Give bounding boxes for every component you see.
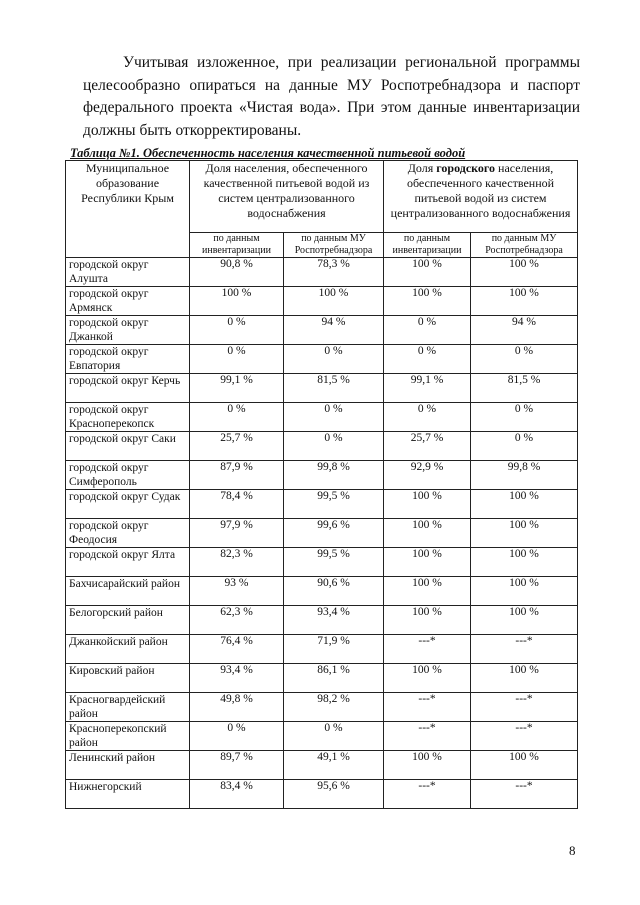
- population-inventory-cell: 97,9 %: [190, 519, 284, 548]
- population-rospotreb-cell: 81,5 %: [284, 374, 384, 403]
- municipality-cell: Красноперекопский район: [66, 722, 190, 751]
- table-row: [66, 403, 578, 432]
- population-inventory-cell: 0 %: [190, 316, 284, 345]
- table-row: [66, 548, 578, 577]
- table-row: [66, 432, 578, 461]
- table-row: [66, 345, 578, 374]
- urban-inventory-cell: 100 %: [384, 258, 471, 287]
- population-inventory-cell: 0 %: [190, 345, 284, 374]
- table-row: [66, 635, 578, 664]
- municipality-cell: Нижнегорский: [66, 780, 190, 809]
- table-header-row: [66, 161, 578, 233]
- table-body: [66, 258, 578, 809]
- population-rospotreb-cell: 99,8 %: [284, 461, 384, 490]
- table-row: [66, 519, 578, 548]
- table-row: [66, 780, 578, 809]
- population-rospotreb-cell: 90,6 %: [284, 577, 384, 606]
- population-inventory-cell: 62,3 %: [190, 606, 284, 635]
- header-urban-share: [384, 161, 578, 233]
- urban-inventory-cell: 100 %: [384, 490, 471, 519]
- urban-rospotreb-cell: ---*: [471, 635, 578, 664]
- population-inventory-cell: 89,7 %: [190, 751, 284, 780]
- population-rospotreb-cell: 99,5 %: [284, 490, 384, 519]
- municipality-cell: Ленинский район: [66, 751, 190, 780]
- urban-inventory-cell: 99,1 %: [384, 374, 471, 403]
- table-row: [66, 258, 578, 287]
- population-inventory-cell: 0 %: [190, 403, 284, 432]
- municipality-cell: Белогорский район: [66, 606, 190, 635]
- urban-rospotreb-cell: 100 %: [471, 606, 578, 635]
- municipality-cell: городской округ Алушта: [66, 258, 190, 287]
- subheader-inventory: по данным инвентаризации: [190, 233, 284, 258]
- population-inventory-cell: 78,4 %: [190, 490, 284, 519]
- header-urban-suffix: населения, обеспеченного качественной питьевой водой из систем централизованного водоснабжения: [390, 161, 571, 220]
- water-supply-table: [65, 160, 578, 809]
- urban-inventory-cell: 0 %: [384, 345, 471, 374]
- table-row: [66, 461, 578, 490]
- population-rospotreb-cell: 100 %: [284, 287, 384, 316]
- header-population-share: Доля населения, обеспеченного качественной питьевой водой из систем централизованного водоснабжения: [190, 161, 384, 233]
- municipality-cell: Красногвардейский район: [66, 693, 190, 722]
- population-rospotreb-cell: 78,3 %: [284, 258, 384, 287]
- population-rospotreb-cell: 0 %: [284, 403, 384, 432]
- municipality-cell: городской округ Евпатория: [66, 345, 190, 374]
- header-urban-bold: городского: [436, 161, 496, 175]
- urban-rospotreb-cell: 100 %: [471, 664, 578, 693]
- population-inventory-cell: 93 %: [190, 577, 284, 606]
- population-rospotreb-cell: 95,6 %: [284, 780, 384, 809]
- municipality-cell: городской округ Красноперекопск: [66, 403, 190, 432]
- urban-rospotreb-cell: 94 %: [471, 316, 578, 345]
- subheader-inventory-urban: по данным инвентаризации: [384, 233, 471, 258]
- urban-inventory-cell: ---*: [384, 635, 471, 664]
- population-rospotreb-cell: 86,1 %: [284, 664, 384, 693]
- urban-inventory-cell: ---*: [384, 722, 471, 751]
- population-inventory-cell: 100 %: [190, 287, 284, 316]
- table-row: [66, 316, 578, 345]
- population-rospotreb-cell: 98,2 %: [284, 693, 384, 722]
- population-inventory-cell: 49,8 %: [190, 693, 284, 722]
- urban-rospotreb-cell: 100 %: [471, 751, 578, 780]
- table-row: [66, 490, 578, 519]
- urban-rospotreb-cell: 100 %: [471, 577, 578, 606]
- municipality-cell: городской округ Ялта: [66, 548, 190, 577]
- table-row: [66, 722, 578, 751]
- population-inventory-cell: 76,4 %: [190, 635, 284, 664]
- population-inventory-cell: 82,3 %: [190, 548, 284, 577]
- intro-line: целесообразно опираться на данные МУ Роспотребнадзора и паспорт: [83, 76, 580, 94]
- urban-rospotreb-cell: ---*: [471, 722, 578, 751]
- table-row: [66, 577, 578, 606]
- urban-inventory-cell: 100 %: [384, 751, 471, 780]
- municipality-cell: городской округ Судак: [66, 490, 190, 519]
- urban-rospotreb-cell: ---*: [471, 780, 578, 809]
- population-inventory-cell: 87,9 %: [190, 461, 284, 490]
- intro-line: Учитывая изложенное, при реализации региональной программы: [123, 54, 580, 71]
- urban-rospotreb-cell: 0 %: [471, 403, 578, 432]
- municipality-cell: городской округ Симферополь: [66, 461, 190, 490]
- urban-rospotreb-cell: 100 %: [471, 490, 578, 519]
- municipality-cell: городской округ Саки: [66, 432, 190, 461]
- population-rospotreb-cell: 94 %: [284, 316, 384, 345]
- table-caption: Таблица №1. Обеспеченность населения качественной питьевой водой: [70, 146, 466, 160]
- urban-inventory-cell: 92,9 %: [384, 461, 471, 490]
- table-row: [66, 751, 578, 780]
- urban-inventory-cell: ---*: [384, 693, 471, 722]
- population-inventory-cell: 90,8 %: [190, 258, 284, 287]
- table-row: [66, 693, 578, 722]
- urban-rospotreb-cell: 81,5 %: [471, 374, 578, 403]
- municipality-cell: городской округ Джанкой: [66, 316, 190, 345]
- table-row: [66, 664, 578, 693]
- urban-rospotreb-cell: 0 %: [471, 432, 578, 461]
- urban-rospotreb-cell: 100 %: [471, 548, 578, 577]
- urban-rospotreb-cell: 100 %: [471, 287, 578, 316]
- municipality-cell: городской округ Керчь: [66, 374, 190, 403]
- population-inventory-cell: 25,7 %: [190, 432, 284, 461]
- page-number: 8: [569, 843, 576, 858]
- municipality-cell: Кировский район: [66, 664, 190, 693]
- population-inventory-cell: 83,4 %: [190, 780, 284, 809]
- population-rospotreb-cell: 0 %: [284, 432, 384, 461]
- population-rospotreb-cell: 99,5 %: [284, 548, 384, 577]
- header-municipality: Муниципальное образование Республики Крым: [66, 161, 190, 258]
- urban-rospotreb-cell: 0 %: [471, 345, 578, 374]
- urban-inventory-cell: 100 %: [384, 577, 471, 606]
- intro-line: федерального проекта «Чистая вода». При этом данные инвентаризации: [83, 99, 580, 116]
- municipality-cell: городской округ Феодосия: [66, 519, 190, 548]
- urban-rospotreb-cell: ---*: [471, 693, 578, 722]
- urban-inventory-cell: 100 %: [384, 548, 471, 577]
- population-rospotreb-cell: 0 %: [284, 345, 384, 374]
- municipality-cell: городской округ Армянск: [66, 287, 190, 316]
- municipality-cell: Бахчисарайский район: [66, 577, 190, 606]
- population-inventory-cell: 99,1 %: [190, 374, 284, 403]
- urban-inventory-cell: 0 %: [384, 316, 471, 345]
- urban-rospotreb-cell: 100 %: [471, 519, 578, 548]
- urban-rospotreb-cell: 99,8 %: [471, 461, 578, 490]
- intro-line: должны быть откорректированы.: [83, 121, 302, 139]
- urban-inventory-cell: 100 %: [384, 606, 471, 635]
- header-urban-prefix: Доля: [407, 161, 437, 175]
- population-rospotreb-cell: 71,9 %: [284, 635, 384, 664]
- urban-inventory-cell: 25,7 %: [384, 432, 471, 461]
- table-row: [66, 606, 578, 635]
- urban-rospotreb-cell: 100 %: [471, 258, 578, 287]
- table-row: [66, 287, 578, 316]
- intro-paragraph: [83, 52, 580, 142]
- municipality-cell: Джанкойский район: [66, 635, 190, 664]
- subheader-rospotreb: по данным МУ Роспотребнадзора: [284, 233, 384, 258]
- population-rospotreb-cell: 93,4 %: [284, 606, 384, 635]
- table-row: [66, 374, 578, 403]
- urban-inventory-cell: 0 %: [384, 403, 471, 432]
- subheader-rospotreb-urban: по данным МУ Роспотребнадзора: [471, 233, 578, 258]
- urban-inventory-cell: 100 %: [384, 519, 471, 548]
- population-inventory-cell: 0 %: [190, 722, 284, 751]
- urban-inventory-cell: ---*: [384, 780, 471, 809]
- urban-inventory-cell: 100 %: [384, 287, 471, 316]
- population-rospotreb-cell: 49,1 %: [284, 751, 384, 780]
- population-inventory-cell: 93,4 %: [190, 664, 284, 693]
- population-rospotreb-cell: 99,6 %: [284, 519, 384, 548]
- population-rospotreb-cell: 0 %: [284, 722, 384, 751]
- urban-inventory-cell: 100 %: [384, 664, 471, 693]
